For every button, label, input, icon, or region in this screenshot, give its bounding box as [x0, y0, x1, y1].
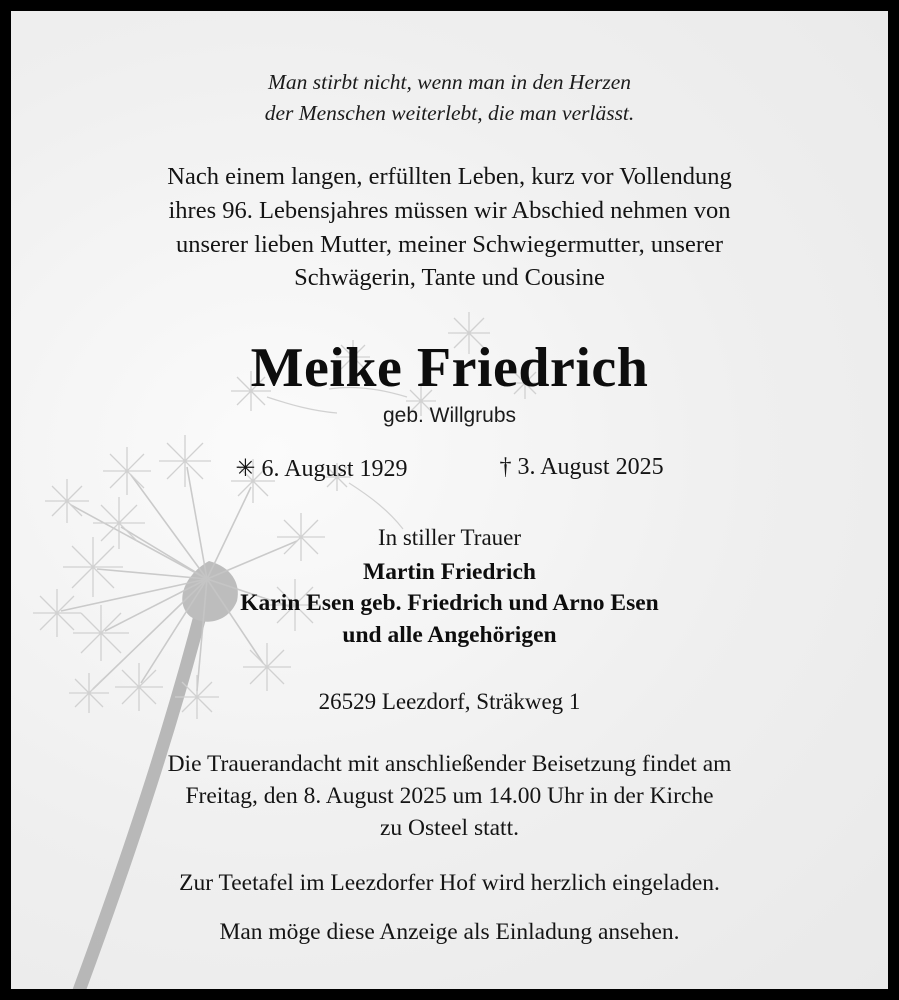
- invite-line-2: Man möge diese Anzeige als Einladung ansehen.: [219, 918, 680, 945]
- life-dates: [71, 454, 828, 483]
- invitation-text: [71, 867, 828, 949]
- maiden-name: geb. Willgrubs: [382, 404, 517, 428]
- death-date: † 3. August 2025: [499, 454, 664, 481]
- mourning-lead: In stiller Trauer: [377, 525, 522, 551]
- mourner-3: und alle Angehörigen: [342, 621, 557, 648]
- intro-line-3: unserer lieben Mutter, meiner Schwiegermutter, unserer: [175, 230, 724, 258]
- intro-line-1: Nach einem langen, erfüllten Leben, kurz vor Vollendung: [167, 163, 732, 191]
- intro-line-2: ihres 96. Lebensjahres müssen wir Abschied nehmen von: [168, 196, 731, 224]
- mourner-2: Karin Esen geb. Friedrich und Arno Esen: [240, 590, 659, 617]
- quote-line-1: Man stirbt nicht, wenn man in den Herzen: [267, 70, 632, 94]
- invite-line-1: Zur Teetafel im Leezdorfer Hof wird herzlich eingeladen.: [179, 869, 720, 896]
- intro-paragraph: [71, 160, 828, 295]
- deceased-name: Meike Friedrich: [250, 337, 649, 400]
- mourner-1: Martin Friedrich: [363, 559, 536, 586]
- birth-date: ✳ 6. August 1929: [235, 456, 408, 483]
- memorial-quote: [71, 67, 828, 128]
- address: 26529 Leezdorf, Sträkweg 1: [318, 688, 581, 714]
- notice-content: [11, 67, 888, 948]
- service-line-1: Die Trauerandacht mit anschließender Beisetzung findet am: [167, 750, 732, 777]
- quote-line-2: der Menschen weiterlebt, die man verlässt.: [264, 100, 635, 125]
- service-line-2: Freitag, den 8. August 2025 um 14.00 Uhr in der Kirche: [185, 782, 714, 809]
- service-details: [71, 749, 828, 845]
- service-line-3: zu Osteel statt.: [379, 814, 519, 841]
- intro-line-4: Schwägerin, Tante und Cousine: [294, 264, 605, 292]
